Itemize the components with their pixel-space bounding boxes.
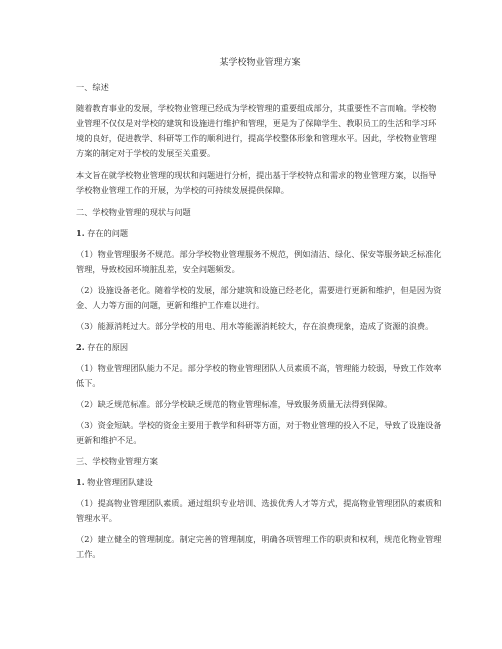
subsection-title: 存在的问题 (87, 228, 129, 238)
subsection-title: 存在的原因 (87, 342, 129, 352)
subsection-number: 2. (76, 342, 85, 352)
subsection-number: 1. (76, 477, 85, 487)
list-item: （1）物业管理服务不规范。部分学校物业管理服务不规范，例如清洁、绿化、保安等服务缺乏标准化管理，导致校园环境脏乱差，安全问题频发。 (76, 249, 442, 274)
list-item: （3）能源消耗过大。部分学校的用电、用水等能源消耗较大，存在浪费现象，造成了资源的浪费。 (76, 321, 434, 331)
list-item: （2）缺乏规范标准。部分学校缺乏规范的物业管理标准，导致服务质量无法得到保障。 (76, 399, 393, 409)
paragraph: 本文旨在就学校物业管理的现状和问题进行分析，提出基于学校特点和需求的物业管理方案，以指导学校物业管理工作的开展，为学校的可持续发展提供保障。 (76, 170, 437, 195)
section-heading: 二、学校物业管理的现状与问题 (76, 207, 191, 217)
list-item: （1）提高物业管理团队素质。通过组织专业培训、选拔优秀人才等方式，提高物业管理团队的素质和管理水平。 (76, 498, 442, 523)
list-item: （2）设施设备老化。随着学校的发展，部分建筑和设施已经老化，需要进行更新和维护，但是因为资金、人力等方面的问题，更新和维护工作难以进行。 (76, 285, 442, 310)
list-item: （3）资金短缺。学校的资金主要用于教学和科研等方面，对于物业管理的投入不足，导致了设施设备更新和维护不足。 (76, 420, 442, 445)
section-heading: 三、学校物业管理方案 (76, 456, 158, 466)
subsection-number: 1. (76, 228, 85, 238)
subsection-heading (76, 226, 444, 241)
subsection-heading (76, 340, 444, 355)
list-item: （1）物业管理团队能力不足。部分学校的物业管理团队人员素质不高，管理能力较弱，导致工作效率低下。 (76, 363, 442, 388)
document-title: 某学校物业管理方案 (219, 58, 301, 68)
section-heading: 一、综述 (76, 82, 109, 92)
subsection-title: 物业管理团队建设 (87, 477, 153, 487)
list-item: （2）建立健全的管理制度。制定完善的管理制度，明确各项管理工作的职责和权利，规范化物业管理工作。 (76, 534, 442, 559)
paragraph: 随着教育事业的发展，学校物业管理已经成为学校管理的重要组成部分，其重要性不言而喻。学校物业管理不仅仅是对学校的建筑和设施进行维护和管理，更是为了保障学生、教职员工的生活和学习环境的良好，促进教学、科研等工作的顺利进行，提高学校整体形象和管理水平。因此，学校物业管理方案的制定对于学校的发展至关重要。 (76, 103, 437, 158)
subsection-heading (76, 475, 444, 490)
